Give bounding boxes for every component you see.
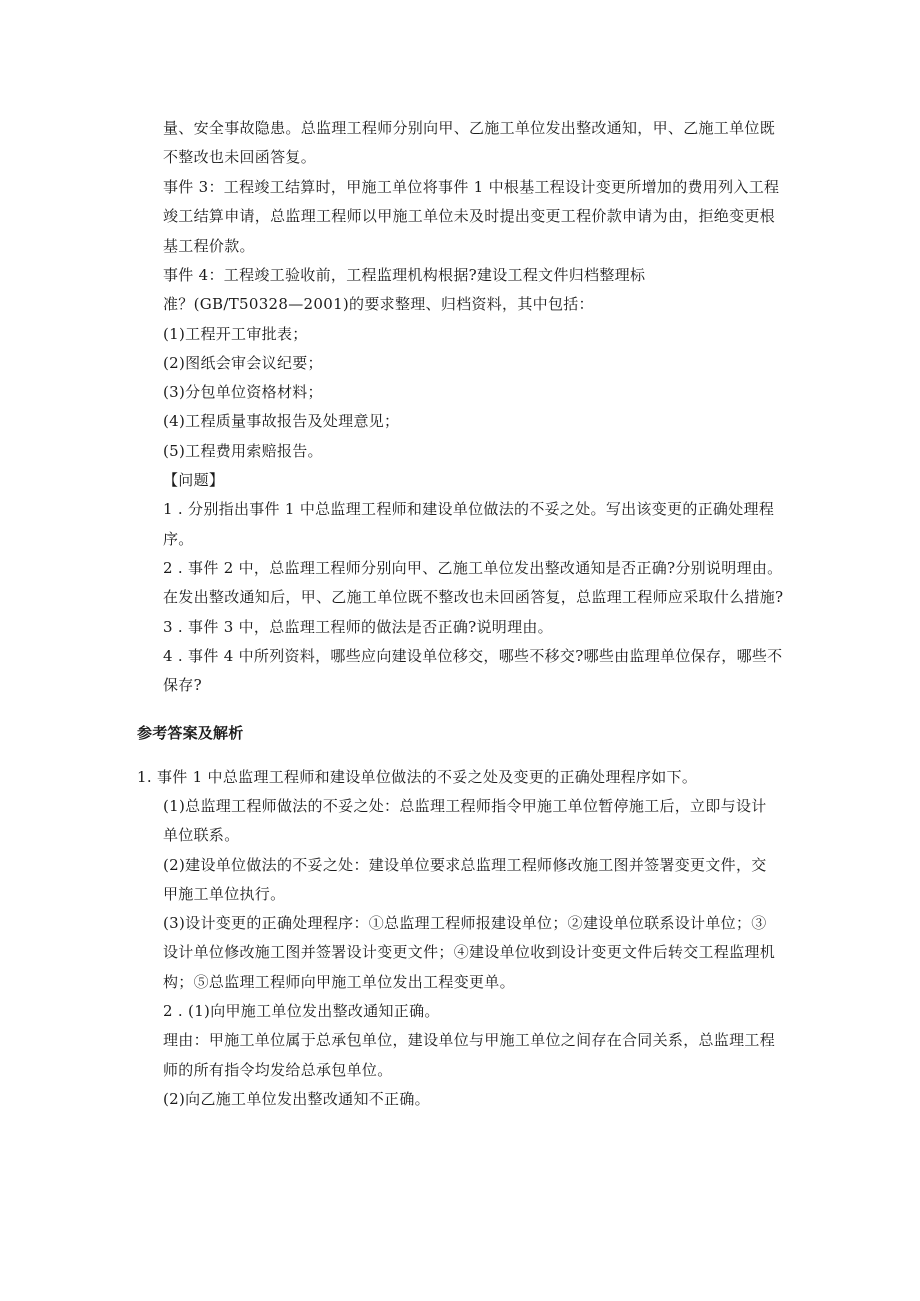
event3-line-1: 事件 3：工程竣工结算时，甲施工单位将事件 1 中根基工程设计变更所增加的费用列入工程: [163, 178, 780, 196]
list-item: (4)工程质量事故报告及处理意见；: [163, 412, 400, 430]
wenti-label: 【问题】: [163, 471, 225, 489]
answer-heading: 参考答案及解析: [137, 724, 244, 742]
question-1-line-1: 1 . 分别指出事件 1 中总监理工程师和建设单位做法的不妥之处。写出该变更的正确处理程: [163, 500, 775, 518]
answer-1-intro: 1. 事件 1 中总监理工程师和建设单位做法的不妥之处及变更的正确处理程序如下。: [137, 768, 698, 786]
question-3: 3 . 事件 3 中，总监理工程师的做法是否正确?说明理由。: [163, 618, 553, 636]
answer-1-p3-line-3: 构；⑤总监理工程师向甲施工单位发出工程变更单。: [163, 973, 515, 991]
event3-line-3: 基工程价款。: [163, 237, 255, 255]
answer-2-reason-line-2: 师的所有指令均发给总承包单位。: [163, 1061, 393, 1079]
answer-1-p1-line-1: (1)总监理工程师做法的不妥之处：总监理工程师指令甲施工单位暂停施工后，立即与设计: [163, 797, 767, 815]
question-1-line-2: 序。: [163, 530, 194, 548]
answer-1-p3-line-2: 设计单位修改施工图并签署设计变更文件；④建设单位收到设计变更文件后转交工程监理机: [163, 943, 776, 961]
answer-1-p3-line-1: (3)设计变更的正确处理程序：①总监理工程师报建设单位；②建设单位联系设计单位；③: [163, 914, 767, 932]
question-2-line-1: 2 . 事件 2 中，总监理工程师分别向甲、乙施工单位发出整改通知是否正确?分别说明理由。: [163, 559, 783, 577]
list-item: (5)工程费用索赔报告。: [163, 442, 323, 460]
answer-2-p2: (2)向乙施工单位发出整改通知不正确。: [163, 1090, 430, 1108]
event2-tail-line-2: 不整改也未回函答复。: [163, 148, 317, 166]
question-4-line-1: 4 . 事件 4 中所列资料，哪些应向建设单位移交，哪些不移交?哪些由监理单位保存，哪些不: [163, 647, 783, 665]
list-item: (2)图纸会审会议纪要；: [163, 354, 323, 372]
event4-line-2: 准？(GB/T50328—2001)的要求整理、归档资料，其中包括：: [163, 295, 594, 313]
answer-2-reason-line-1: 理由：甲施工单位属于总承包单位，建设单位与甲施工单位之间存在合同关系，总监理工程: [163, 1031, 776, 1049]
event4-line-1: 事件 4：工程竣工验收前，工程监理机构根据?建设工程文件归档整理标: [163, 266, 646, 284]
answer-1-p2-line-1: (2)建设单位做法的不妥之处：建设单位要求总监理工程师修改施工图并签署变更文件，交: [163, 856, 767, 874]
answer-1-p1-line-2: 单位联系。: [163, 826, 240, 844]
question-2-line-2: 在发出整改通知后，甲、乙施工单位既不整改也未回函答复，总监理工程师应采取什么措施?: [163, 588, 784, 606]
list-item: (3)分包单位资格材料；: [163, 383, 323, 401]
answer-1-p2-line-2: 甲施工单位执行。: [163, 885, 286, 903]
event2-tail-line-1: 量、安全事故隐患。总监理工程师分别向甲、乙施工单位发出整改通知，甲、乙施工单位既: [163, 119, 776, 137]
answer-2-intro: 2 . (1)向甲施工单位发出整改通知正确。: [163, 1002, 440, 1020]
event3-line-2: 竣工结算申请，总监理工程师以甲施工单位未及时提出变更工程价款申请为由，拒绝变更根: [163, 207, 776, 225]
question-4-line-2: 保存?: [163, 676, 202, 694]
list-item: (1)工程开工审批表；: [163, 325, 308, 343]
